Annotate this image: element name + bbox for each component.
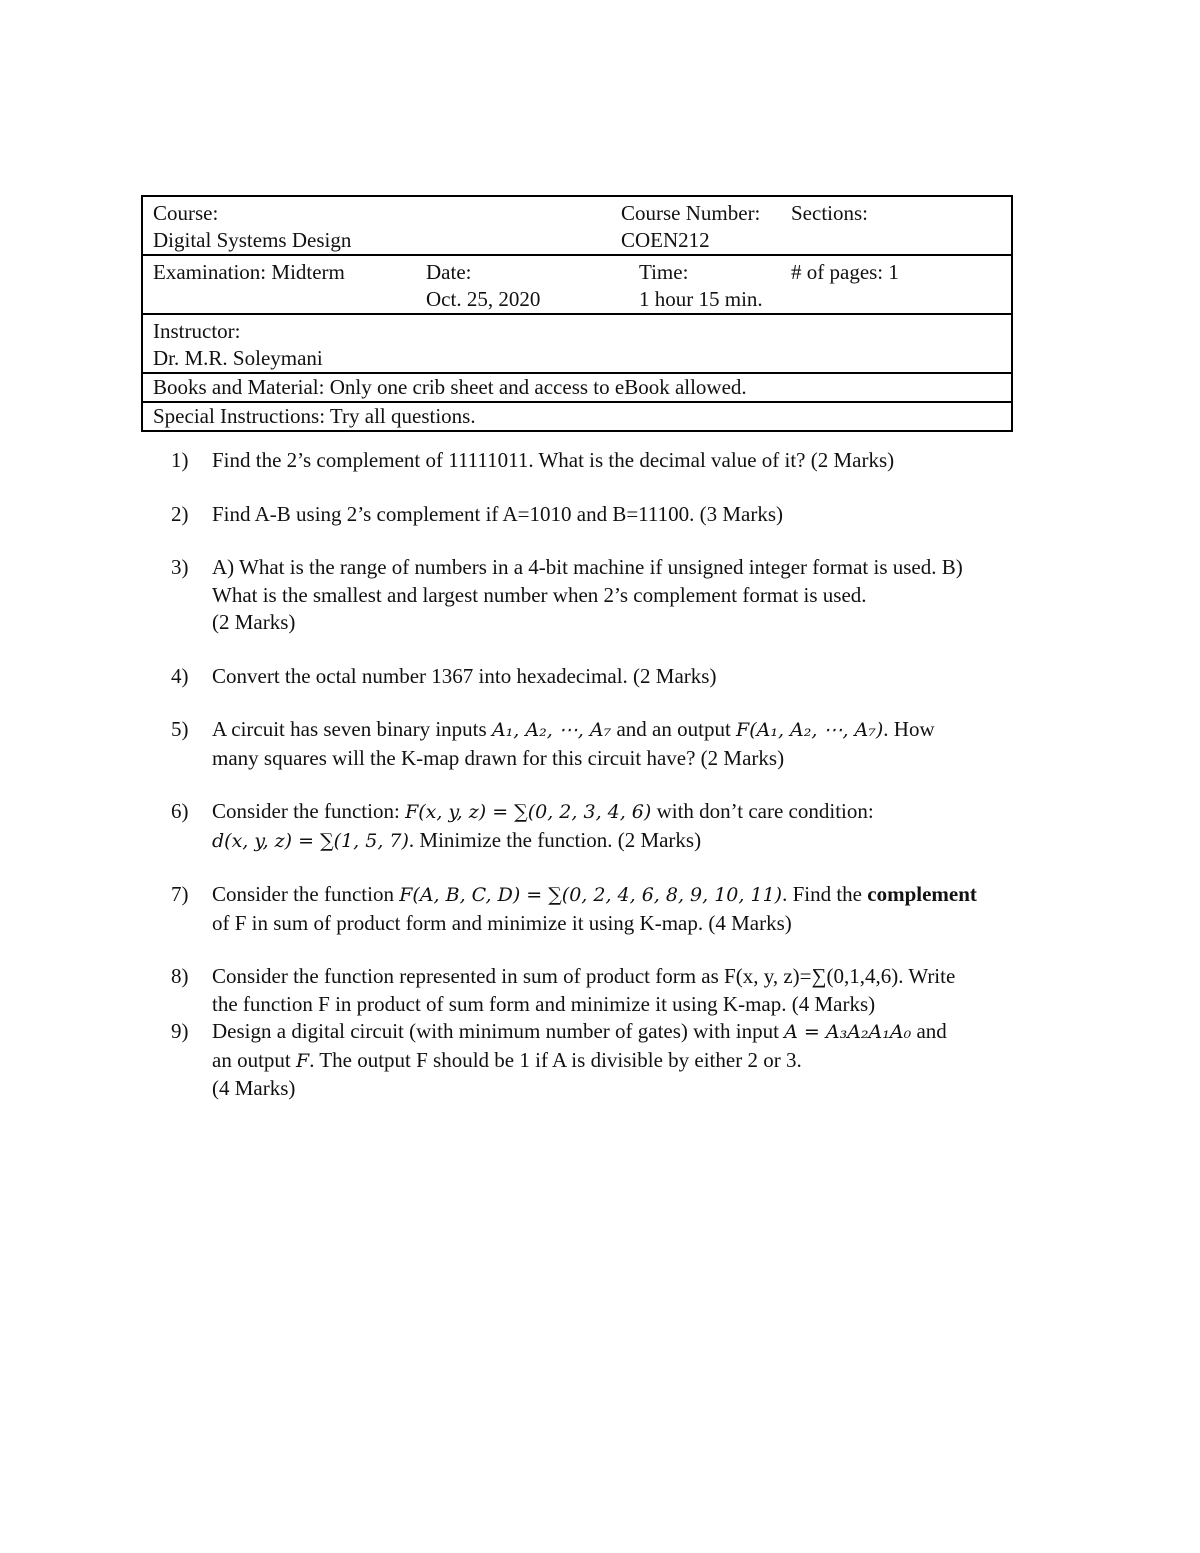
text-segment: Consider the function: <box>212 799 406 823</box>
books-material: Books and Material: Only one crib sheet and access to eBook allowed. <box>153 375 747 399</box>
course-number-value: COEN212 <box>621 228 710 252</box>
question-2 <box>171 501 1071 529</box>
sections-label: Sections: <box>791 201 868 225</box>
question-number: 2) <box>171 501 189 526</box>
spacer <box>171 528 1071 554</box>
spacer <box>171 637 1071 663</box>
date-label: Date: <box>426 260 472 284</box>
question-text-line2: the function F in product of sum form and minimize it using K-map. (4 Marks) <box>212 991 876 1016</box>
text-segment: . How <box>883 717 935 741</box>
date-cell <box>416 255 611 314</box>
text-segment: an output <box>212 1047 296 1072</box>
books-cell <box>142 373 1012 402</box>
math-input: A = A₃A₂A₁A₀ <box>784 1021 912 1043</box>
question-number: 1) <box>171 448 189 472</box>
question-4 <box>171 663 1071 691</box>
question-number: 9) <box>171 1019 189 1043</box>
instructor-value: Dr. M.R. Soleymani <box>153 346 323 370</box>
math-inputs: A₁, A₂, ⋯, A₇ <box>491 719 612 741</box>
bold-keyword: complement <box>867 882 977 906</box>
question-text-line1 <box>212 1018 1071 1047</box>
text-segment: Design a digital circuit (with minimum number of gates) with input <box>212 1019 785 1043</box>
question-text: Convert the octal number 1367 into hexadecimal. (2 Marks) <box>212 663 717 688</box>
question-number: 5) <box>171 717 189 741</box>
question-text-line1 <box>212 716 1071 745</box>
math-output: F <box>296 1049 310 1072</box>
text-segment: A circuit has seven binary inputs <box>212 717 492 741</box>
question-text-line3: (2 Marks) <box>212 610 296 634</box>
text-segment: and <box>911 1019 947 1043</box>
course-number-cell <box>611 196 781 255</box>
time-label: Time: <box>639 260 689 284</box>
text-segment: with don’t care condition: <box>651 799 874 823</box>
pages-cell <box>781 255 1012 314</box>
question-text-line2 <box>212 1047 1071 1076</box>
examination-cell <box>142 255 416 314</box>
exam-header-table <box>141 195 1013 432</box>
course-cell <box>142 196 611 255</box>
course-value: Digital Systems Design <box>153 228 352 252</box>
question-6 <box>171 798 1071 855</box>
question-number: 7) <box>171 882 189 906</box>
examination-label: Examination: Midterm <box>153 260 345 284</box>
spacer <box>171 937 1071 963</box>
time-value: 1 hour 15 min. <box>639 287 763 311</box>
question-text-line2: of F in sum of product form and minimize it using K-map. (4 Marks) <box>212 910 792 935</box>
spacer <box>171 690 1071 716</box>
question-text-line2: many squares will the K-map drawn for this circuit have? (2 Marks) <box>212 745 785 770</box>
question-text: Find A-B using 2’s complement if A=1010 and B=11100. (3 Marks) <box>212 501 784 526</box>
math-output: F(A₁, A₂, ⋯, A₇) <box>736 719 884 741</box>
question-text-line2 <box>212 827 1071 856</box>
time-cell <box>611 255 781 314</box>
question-7 <box>171 881 1071 937</box>
instructor-label: Instructor: <box>153 319 241 343</box>
question-number: 8) <box>171 964 189 988</box>
text-segment: . The output F should be 1 if A is divisible by either 2 or 3. <box>309 1047 802 1072</box>
question-text-line3: (4 Marks) <box>212 1076 296 1100</box>
question-9 <box>171 1018 1071 1103</box>
question-3 <box>171 554 1071 637</box>
question-number: 4) <box>171 663 189 688</box>
question-text-line1 <box>212 798 1071 827</box>
math-function: F(A, B, C, D) = ∑(0, 2, 4, 6, 8, 9, 10, 11) <box>399 884 783 906</box>
spacer <box>171 772 1071 798</box>
course-label: Course: <box>153 201 219 225</box>
text-segment: Consider the function <box>212 882 400 906</box>
instructor-cell <box>142 314 1012 373</box>
text-segment: . Minimize the function. (2 Marks) <box>408 827 702 852</box>
math-dont-care: d(x, y, z) = ∑(1, 5, 7) <box>212 829 409 852</box>
question-1 <box>171 447 1071 475</box>
text-segment: . Find the <box>782 882 868 906</box>
math-function: F(x, y, z) = ∑(0, 2, 3, 4, 6) <box>405 801 652 823</box>
question-5 <box>171 716 1071 772</box>
question-text-line1: Consider the function represented in sum of product form as F(x, y, z)=∑(0,1,4,6). Write <box>212 964 956 988</box>
question-text: Find the 2’s complement of 11111011. What is the decimal value of it? (2 Marks) <box>212 448 895 472</box>
text-segment: and an output <box>611 717 737 741</box>
question-list <box>171 447 1071 1103</box>
question-8 <box>171 963 1071 1018</box>
question-text-line2: What is the smallest and largest number when 2’s complement format is used. <box>212 582 867 607</box>
sections-cell <box>781 196 1012 255</box>
question-text-line1: A) What is the range of numbers in a 4-bit machine if unsigned integer format is used. B) <box>212 555 963 579</box>
special-cell <box>142 402 1012 431</box>
spacer <box>171 475 1071 501</box>
question-number: 6) <box>171 799 189 823</box>
pages-label: # of pages: 1 <box>791 260 899 284</box>
question-text-line1 <box>212 881 1071 910</box>
question-number: 3) <box>171 555 189 579</box>
special-instructions: Special Instructions: Try all questions. <box>153 404 476 428</box>
spacer <box>171 855 1071 881</box>
course-number-label: Course Number: <box>621 201 761 225</box>
date-value: Oct. 25, 2020 <box>426 287 541 311</box>
